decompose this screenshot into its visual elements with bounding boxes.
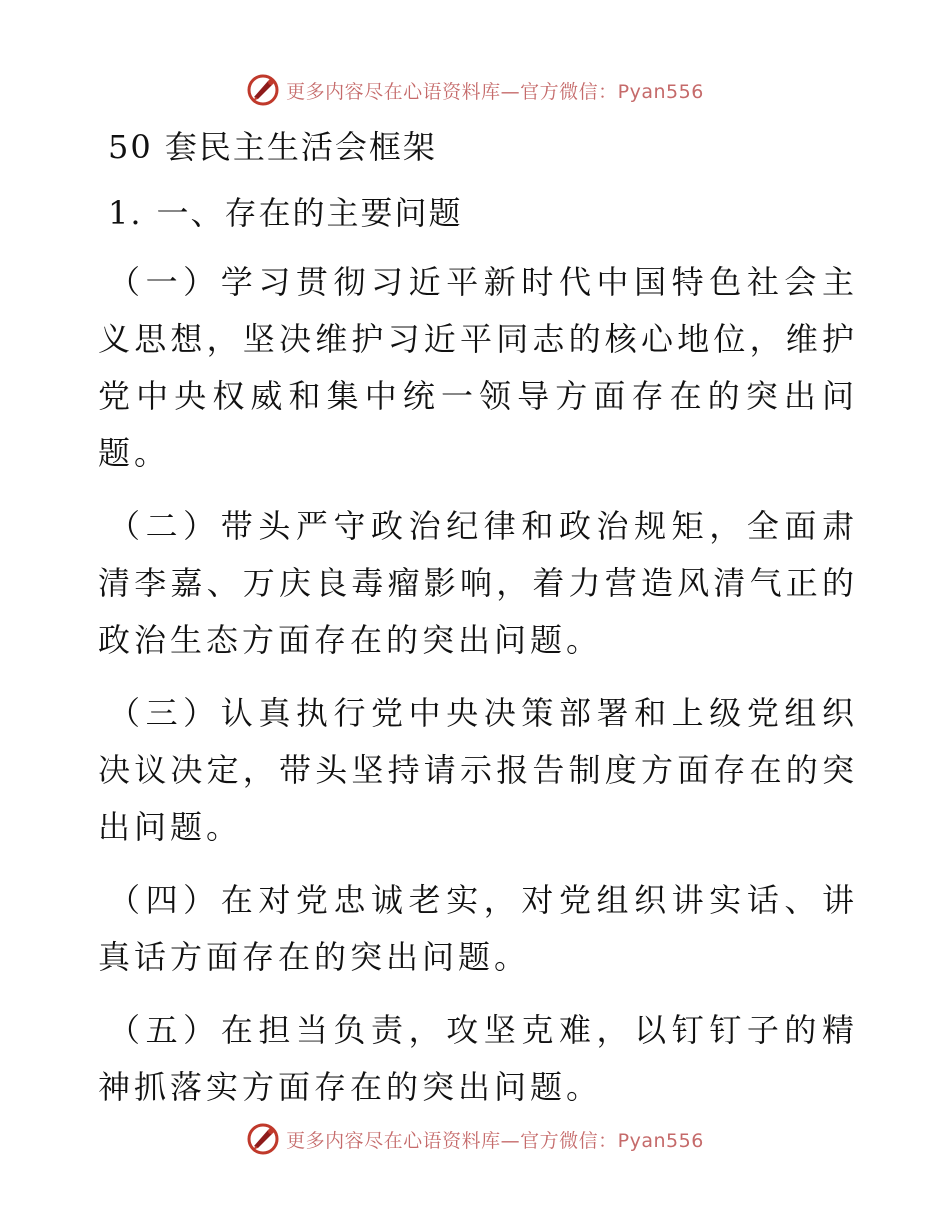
section-number: 1. xyxy=(108,194,143,232)
footer-watermark xyxy=(0,1119,950,1159)
section-heading xyxy=(108,188,858,238)
watermark-group xyxy=(246,73,704,107)
watermark-group xyxy=(246,1122,704,1156)
pen-seal-logo-icon xyxy=(246,73,280,107)
header-watermark xyxy=(0,70,950,110)
problem-item-4: （四）在对党忠诚老实，对党组织讲实话、讲真话方面存在的突出问题。 xyxy=(98,881,858,976)
document-title: 50 套民主生活会框架 xyxy=(108,128,437,166)
watermark-text: 更多内容尽在心语资料库—官方微信：Pyan556 xyxy=(286,80,704,103)
pen-seal-logo-icon xyxy=(246,1122,280,1156)
problem-item-1: （一）学习贯彻习近平新时代中国特色社会主义思想，坚决维护习近平同志的核心地位，维护党中央权威和集中统一领导方面存在的突出问题。 xyxy=(98,263,858,472)
problem-item-5: （五）在担当负责，攻坚克难，以钉钉子的精神抓落实方面存在的突出问题。 xyxy=(98,1011,858,1106)
section-heading-text: 一、存在的主要问题 xyxy=(156,194,463,232)
watermark-text: 更多内容尽在心语资料库—官方微信：Pyan556 xyxy=(286,1129,704,1152)
problem-item-2: （二）带头严守政治纪律和政治规矩，全面肃清李嘉、万庆良毒瘤影响，着力营造风清气正的政治生态方面存在的突出问题。 xyxy=(98,507,858,659)
problem-item-3: （三）认真执行党中央决策部署和上级党组织决议决定，带头坚持请示报告制度方面存在的突出问题。 xyxy=(98,694,858,846)
document-body xyxy=(98,122,858,1132)
